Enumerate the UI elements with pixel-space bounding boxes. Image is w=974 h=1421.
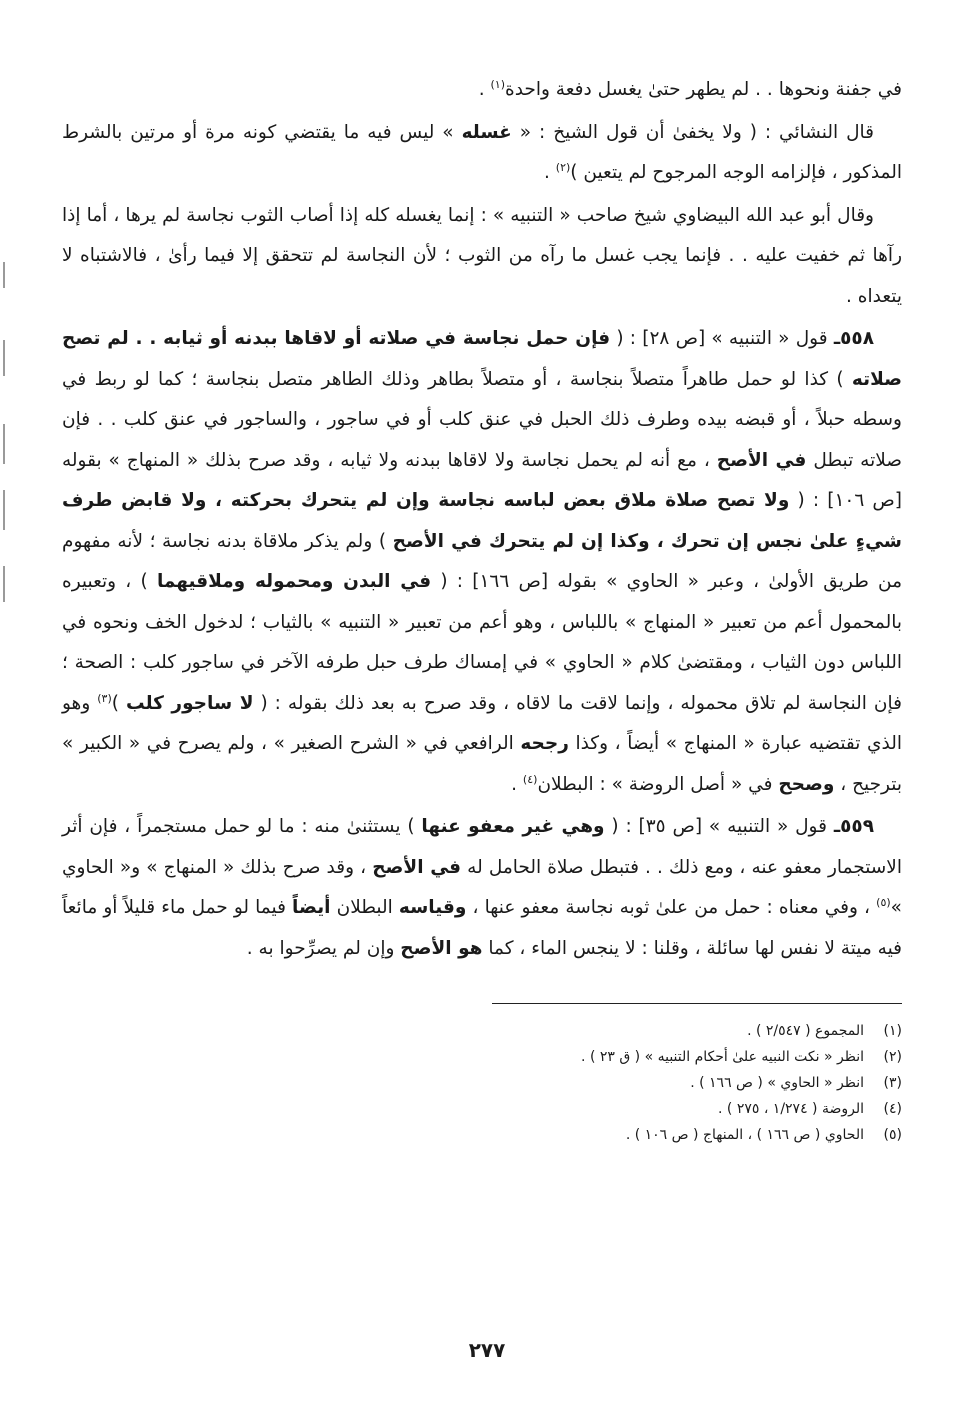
footnote-text: انظر « الحاوي » ( ص ١٦٦ ) .	[690, 1075, 864, 1091]
footnote-text: المجموع ( ٢/٥٤٧ ) .	[747, 1023, 864, 1039]
footnote-separator	[492, 1003, 902, 1004]
scan-edge-mark	[3, 490, 5, 530]
footnote-item	[62, 1070, 902, 1096]
scan-edge-mark	[3, 566, 5, 602]
footnote-number: (٢)	[883, 1049, 902, 1065]
text-run: الرافعي في « الشرح الصغير » ، ولم يصرح في « الكبير » بترجيح ،	[62, 733, 902, 795]
text-run: في جفنة ونحوها . . لم يطهر حتىٰ يغسل دفعة واحدة	[505, 79, 902, 100]
main-text	[62, 70, 902, 969]
footnote-item	[62, 1018, 902, 1044]
bold-text: في البدن ومحموله وملاقيهما	[156, 571, 432, 592]
footnote-text: الروضة ( ١/٢٧٤ ، ٢٧٥ ) .	[718, 1101, 864, 1117]
bold-text: غسله	[461, 121, 512, 143]
footnote-item	[62, 1096, 902, 1122]
text-run: .	[478, 79, 491, 100]
bold-text: وقياسه	[398, 897, 467, 918]
footnote-number: (٣)	[883, 1075, 902, 1091]
text-run: ، وقد صرح بذلك « المنهاج » و« الحاوي »	[62, 856, 902, 918]
footnote-ref: (٥)	[876, 895, 891, 909]
bold-text: رجحه	[520, 733, 569, 754]
bold-text: هو الأصح	[400, 937, 483, 959]
text-run: .	[511, 773, 523, 795]
footnote-number: (١)	[883, 1023, 902, 1039]
bold-text: وهي غير معفو عنها	[421, 816, 605, 837]
text-run: ) ، وتعبيره بالمحمول أعم من تعبير « المنهاج » باللباس ، وهو أعم من تعبير « التنبيه » بالثياب ؛ لدخول الخف ونحوه في اللباس دون الثياب ، ومقتضىٰ كلام « الحاوي » في إمساك طرف حبل طرفه الآخر في ساجور كلب : الصحة ؛ فإن النجاسة لم تلاق محموله ، وإنما لاقت ما لاقاه ، وقد صرح به بعد ذلك بقوله : (	[62, 571, 902, 714]
paragraph	[62, 319, 902, 805]
text-run: ، وفي معناه : حمل من علىٰ ثوبه نجاسة معفو عنها ،	[466, 897, 877, 918]
text-run: فيما لو حمل ماء قليلاً أو مائعاً فيه ميتة لا نفس لها سائلة ، وقلنا : لا ينجس الماء ، كما	[62, 897, 902, 959]
text-run: وإن لم يصرِّحوا به .	[246, 937, 401, 959]
footnote-text: انظر « نكت النبيه علىٰ أحكام التنبيه » ( ق ٢٣ ) .	[581, 1049, 864, 1065]
footnote-item	[62, 1122, 902, 1148]
paragraph	[62, 807, 902, 969]
scan-edge-mark	[3, 340, 5, 376]
bold-text: ولا تصح صلاة ملاق بعض لباسه نجاسة وإن لم يتحرك بحركته ، ولا قابض طرف شيءٍ علىٰ نجس إن تحرك ، وكذا إن لم يتحرك في الأصح	[62, 490, 902, 552]
text-run: ) يستثنىٰ منه : ما لو حمل مستجمراً ، فإن أثر الاستجمار معفو عنه ، ومع ذلك . . فتبطل صلاة الحامل له	[62, 816, 902, 878]
footnote-ref: (٣)	[97, 691, 112, 705]
bold-text: وصحح	[778, 773, 835, 795]
text-run: )	[111, 692, 126, 714]
footnotes	[62, 1018, 902, 1148]
text-run: في « أصل الروضة » : البطلان	[537, 773, 779, 795]
bold-text: لا ساجور كلب	[125, 692, 254, 714]
text-run: قول « التنبيه » [ص ٣٥] : (	[604, 816, 834, 837]
footnote-item	[62, 1044, 902, 1070]
text-run: وهو الذي تقتضيه عبارة « المنهاج » أيضاً ، وكذا	[62, 692, 902, 754]
paragraph	[62, 113, 902, 194]
bold-text: فإن حمل نجاسة في صلاته أو لاقاها ببدنه أو ثيابه . . لم تصح صلاته	[62, 328, 902, 390]
text-run: قال النشائي : ( ولا يخفىٰ أن قول الشيخ : «	[511, 121, 874, 143]
paragraph	[62, 70, 902, 111]
bold-text: في الأصح	[716, 449, 807, 471]
text-run: ) كذا لو حمل طاهراً متصلاً بنجاسة ، أو متصلاً بطاهر وذلك الطاهر متصل بنجاسة ؛ كما لو ربط في وسطه حبلاً ، أو قبضه بيده وطرف ذلك الحبل في عنق كلب أو في ساجور ، والساجور في عنق كلب . . فإن صلاته تبطل	[62, 368, 902, 471]
footnote-ref: (٢)	[555, 160, 571, 174]
text-run: البطلان	[330, 897, 399, 918]
page-number: ٢٧٧	[468, 1338, 506, 1362]
bold-text: في الأصح	[372, 856, 462, 878]
paragraph	[62, 196, 902, 318]
footnote-number: (٥)	[883, 1127, 902, 1143]
text-run: .	[544, 162, 556, 183]
footnote-number: (٤)	[883, 1101, 902, 1117]
bold-text: ٥٥٨ـ	[833, 328, 875, 349]
bold-text: ٥٥٩ـ	[833, 816, 875, 837]
book-page	[62, 70, 902, 1381]
footnote-ref: (١)	[490, 77, 506, 91]
scan-edge-mark	[3, 262, 5, 288]
footnote-text: الحاوي ( ص ١٦٦ ) ، المنهاج ( ص ١٠٦ ) .	[625, 1127, 864, 1143]
text-run: » ليس فيه ما يقتضي كونه مرة أو مرتين بالشرط المذكور ، فإلزامه الوجه المرجوح لم يتعين )	[62, 121, 902, 183]
text-run: قول « التنبيه » [ص ٢٨] : (	[610, 328, 834, 349]
footnote-ref: (٤)	[522, 772, 538, 786]
text-run: ، مع أنه لم يحمل نجاسة ولا لاقاها ببدنه ولا ثيابه ، وقد صرح بذلك « المنهاج » بقوله [ص ١٠٦] : (	[62, 449, 902, 511]
scan-edge-mark	[3, 424, 5, 464]
text-run: ) ولم يذكر ملاقاة بدنه نجاسة ؛ لأنه مفهوم من طريق الأولىٰ ، وعبر « الحاوي » بقوله [ص ١٦٦] : (	[62, 530, 903, 592]
text-run: وقال أبو عبد الله البيضاوي شيخ صاحب « التنبيه » : إنما يغسله كله إذا أصاب الثوب نجاسة لم يرها ، أما إذا رآها ثم خفيت عليه . . فإنما يجب غسل ما رآه من الثوب ؛ لأن النجاسة لم تتحقق إلا فيما رأىٰ ، فالاشتباه لا يتعداه .	[62, 204, 902, 307]
bold-text: أيضاً	[292, 897, 331, 918]
